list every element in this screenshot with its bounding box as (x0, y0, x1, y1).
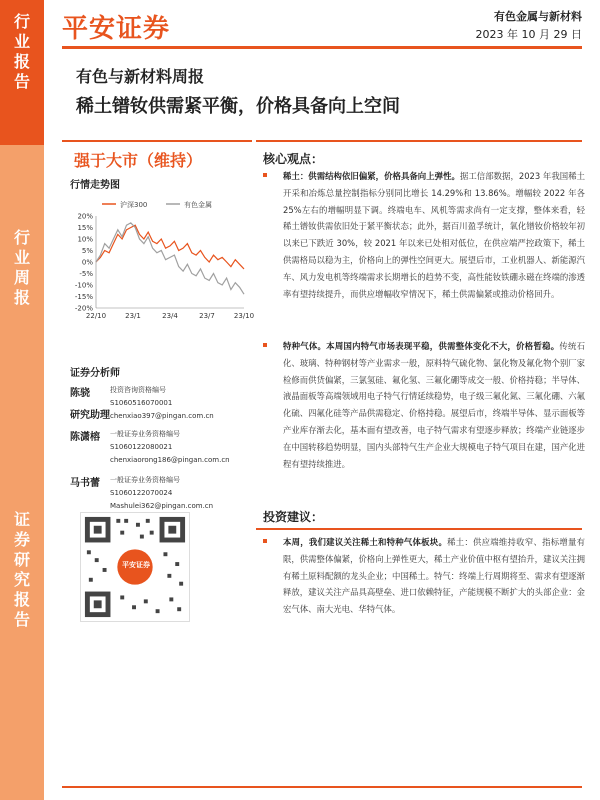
header-date: 2023 年 10 月 29 日 (475, 28, 582, 41)
y-tick-label: -20% (74, 304, 93, 313)
assistant-info (110, 474, 270, 513)
trend-chart-label: 行情走势图 (70, 180, 120, 191)
investment-divider (256, 528, 582, 530)
trend-chart (62, 196, 255, 326)
sidebar-label-weekly (0, 228, 44, 308)
report-title: 稀土镨钕供需紧平衡，价格具备向上空间 (76, 96, 400, 117)
x-tick-label: 23/7 (199, 312, 215, 320)
sidebar-label-research (0, 510, 44, 630)
y-tick-label: 0% (81, 258, 93, 267)
sidebar-char: 业 (13, 248, 30, 267)
series-line-沪深300 (96, 225, 244, 269)
y-tick-label: -5% (79, 270, 93, 278)
analyst-info (110, 384, 270, 423)
y-tick-label: 10% (77, 235, 93, 244)
assistant-email[interactable]: chenxiaorong186@pingan.com.cn (110, 456, 230, 464)
sidebar-char: 告 (13, 72, 30, 91)
series-line-有色金属 (96, 223, 244, 294)
bullet-paragraph (283, 338, 585, 472)
assistant-name: 马书蕾 (70, 478, 100, 489)
core-bullet-rare-earth (263, 168, 585, 302)
bullet-paragraph (283, 534, 585, 618)
sidebar-char: 报 (13, 52, 30, 71)
invest-bullet (263, 534, 585, 618)
assistant-section-title: 研究助理 (70, 410, 110, 421)
header-industry: 有色金属与新材料 (494, 10, 582, 23)
sidebar-char: 行 (13, 228, 30, 247)
bullet-marker (263, 539, 267, 543)
assistant-cert-number: S1060122070024 (110, 489, 173, 497)
assistant-cert-number: S1060122080021 (110, 443, 173, 451)
x-tick-label: 23/4 (162, 312, 178, 320)
report-type: 有色与新材料周报 (76, 67, 205, 86)
right-column-divider (256, 140, 582, 142)
sidebar-char: 报 (13, 590, 30, 609)
bullet-lead: 本周，我们建议关注稀土和特种气体板块。 (283, 537, 448, 547)
sidebar-char: 究 (13, 570, 30, 589)
sidebar-char: 券 (13, 530, 30, 549)
sidebar-char: 研 (13, 550, 30, 569)
bullet-paragraph (283, 168, 585, 302)
legend-label: 有色金属 (184, 201, 212, 209)
sidebar-char: 报 (13, 288, 30, 307)
bullet-text: 稀土：供应端维持收窄、指标增量有限，供需整体偏紧，价格向上弹性更大，稀土产业价值中枢有望抬升，建议关注拥有稀土原料配额的龙头企业；中国稀土。特气：终端上行周期将至、需求有望逐渐释放，建议关注产品具高壁垒、进口依赖特征，产能规模不断扩大的头部企业：金宏气体、南大光电、华特气体。 (283, 537, 586, 615)
analyst-cert-label: 投资咨询资格编号 (110, 386, 166, 394)
sidebar-char: 业 (13, 32, 30, 51)
bullet-marker (263, 343, 267, 347)
bullet-lead: 稀土：供需结构依旧偏紧，价格具备向上弹性。 (283, 171, 460, 181)
analyst-email[interactable]: chenxiao397@pingan.com.cn (110, 412, 214, 420)
rating: 强于大市（维持） (74, 151, 203, 170)
assistant-email[interactable]: Mashulei362@pingan.com.cn (110, 502, 214, 510)
assistant-name: 陈潇榕 (70, 432, 100, 443)
y-tick-label: -10% (74, 281, 93, 290)
left-sidebar (0, 0, 44, 800)
bullet-lead: 特种气体。本周国内特气市场表现平稳，供需整体变化不大，价格暂稳。 (283, 341, 560, 351)
sidebar-char: 告 (13, 610, 30, 629)
sidebar-char: 证 (13, 510, 30, 529)
footer-divider (62, 786, 582, 788)
x-tick-label: 22/10 (85, 312, 107, 320)
header-divider (62, 46, 582, 49)
qr-code[interactable] (80, 512, 190, 622)
bullet-text: 传统石化、玻璃、特种钢材等产业需求一般，原料特气硫化物、氯化物及氟化物个别厂家检修而供货偏紧，三氯氢硅、氟化氢、三氟化硼等成交一般、价格持稳；半导体、液晶面板等高端领域用电子特气行情延续稳势，电子级三氟化氮、三氟化硼、六氟化硫、四氟化硅等产品供需稳定、价格持稳。展望后市，终端半导体、显示面板等产业库存渐去化，基本面有望改善，电子特气需求有望逐步释放；终端产业链逐步在中国转移趋势明显，国内头部特气生产企业大规模电子特气项目在建，国产化进程有望持续推进。 (283, 341, 586, 469)
legend-label: 沪深300 (120, 201, 148, 209)
analyst-section-title: 证券分析师 (70, 368, 120, 379)
x-tick-label: 23/1 (125, 312, 141, 320)
y-tick-label: 20% (77, 212, 93, 221)
left-column-divider (62, 140, 252, 142)
sidebar-char: 行 (13, 12, 30, 31)
company-logo: 平安证券 (62, 14, 171, 44)
assistant-cert-label: 一般证券业务资格编号 (110, 476, 180, 484)
y-tick-label: -15% (74, 293, 93, 301)
sidebar-char: 周 (13, 268, 30, 287)
assistant-cert-label: 一般证券业务资格编号 (110, 430, 180, 438)
y-tick-label: 5% (81, 247, 93, 255)
bullet-marker (263, 173, 267, 177)
investment-advice-title: 投资建议： (263, 510, 324, 524)
qr-logo-text: 平安证券 (122, 561, 150, 569)
assistant-info (110, 428, 270, 467)
y-tick-label: 15% (77, 224, 93, 232)
analyst-cert-number: S1060516070001 (110, 399, 173, 407)
analyst-name: 陈骁 (70, 388, 90, 399)
bullet-text: 据工信部数据，2023 年我国稀土开采和冶炼总量控制指标分别同比增长 14.29%和 13.86%。增幅较 2022 年各 25%左右的增幅明显下调。终端电车、风机等需求尚有一定支撑，整体来看，轻稀土镨钕供需依旧处于紧平衡状态；此外，据百川盈孚统计，氧化镨钕价格较年初以来已下跌近 30%，较 2021 年以来已处相对低位，在供应端严控政策下，稀土供需格局以稳为主，价格向上的弹性空间更大。展望后市，工业机器人、新能源汽车、风力发电机等终端需求长期增长的趋势不变，高性能钕铁硼永磁在终端的渗透率有望持续提升，而供应增幅收窄情况下，稀土供需偏紧或推动价格回升。 (283, 171, 585, 299)
x-tick-label: 23/10 (233, 312, 255, 320)
core-views-title: 核心观点： (263, 152, 324, 166)
core-bullet-special-gas (263, 338, 585, 472)
sidebar-label-report (0, 12, 44, 92)
